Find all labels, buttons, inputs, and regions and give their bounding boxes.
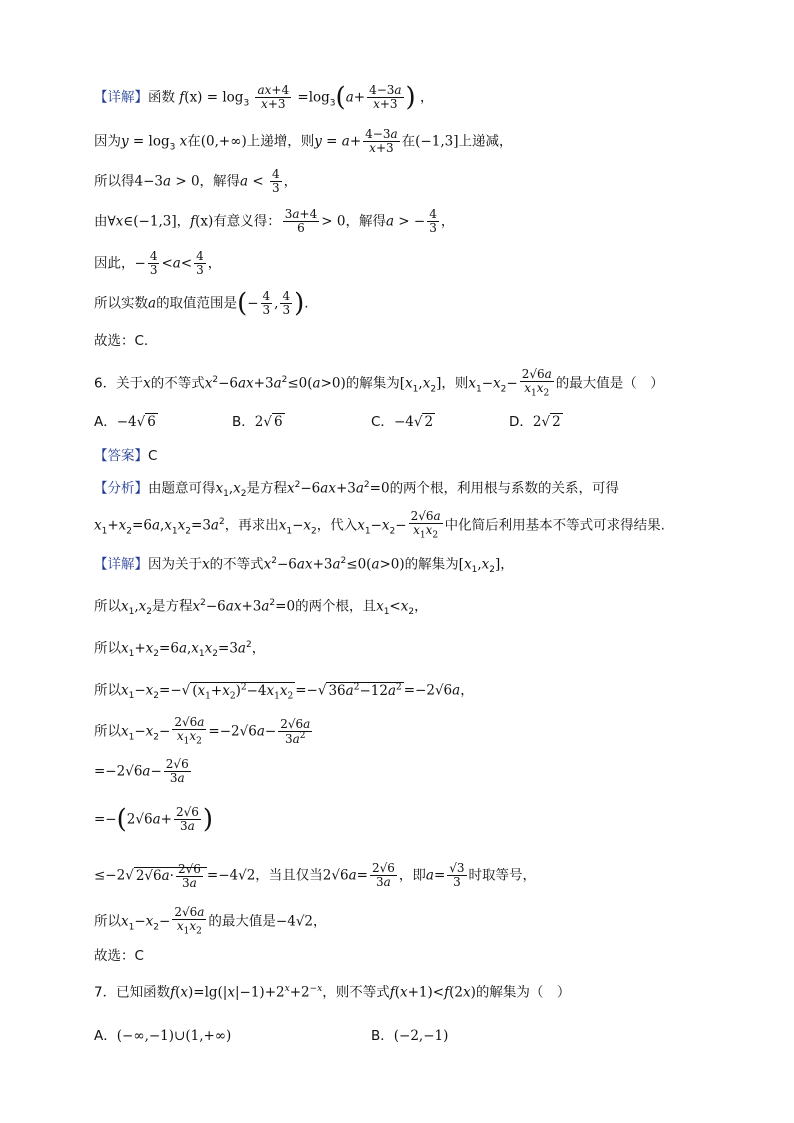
q6-stem: 6．关于x的不等式$x^2-6ax+3a^2\le 0(a>0)$的解集为$[x_1,x_2]$，则$x_1-x_2-$ $\frac{2√6a}{x_1x_2}$ 的最大值是（ ） — [94, 367, 664, 399]
q6-detail-2: 所以$x_1,x_2$是方程$x^2-6ax+3a^2=0$的两个根，且$x_1<x_2$， — [94, 598, 428, 618]
q5-line-1: 【详解】函数 $f(x) = \log_3$ $\frac{ax+4}{x+3}$ $=\log_3(a+$ $\frac{4-3a}{x+3}$ ) ， — [94, 82, 434, 113]
q6-option-d: D．2√ 2 — [509, 414, 561, 430]
q7-option-a: A．(−∞,−1)∪(1,+∞) — [94, 1028, 232, 1044]
q6-final: 故选：C — [94, 948, 144, 964]
q6-answer: 【答案】C — [94, 448, 158, 464]
q6-option-a: A．−4√ 6 — [94, 414, 156, 430]
analysis-tag: 【分析】 — [94, 480, 148, 497]
q6-analysis-1: 【分析】由题意可得$x_1,x_2$是方程$x^2-6ax+3a^2=0$的两个根，利用根与系数的关系，可得 — [94, 480, 620, 500]
q6-option-c: C．−4√ 2 — [371, 414, 434, 430]
q6-detail-3: 所以$x_1+x_2=6a,x_1x_2=3a^2$， — [94, 640, 266, 660]
q6-detail-5: 所以$x_1-x_2-$ $\frac{2√6a}{x_1x_2}$ =−2√6a− $\frac{2√6a}{3a^2}$ — [94, 715, 311, 747]
q5-line-4: 由∀x∈(−1,3]，f(x)有意义得： $\frac{3a+4}{6}$ > 0，解得a > − $\frac{4}{3}$ ， — [94, 207, 455, 236]
q6-analysis-2: $x_1+x_2=6a,x_1x_2=3a^2$，再求出$x_1-x_2$，代入$x_1-x_2-$ $\frac{2√6a}{x_1x_2}$ 中化简后利用基本不等式可求得结果. — [94, 509, 665, 541]
q6-detail-9: 所以$x_1-x_2-$ $\frac{2√6a}{x_1x_2}$ 的最大值是−4√2， — [94, 905, 327, 937]
q6-detail-4: 所以$x_1-x_2=-√$ $(x_1+x_2)^2-4x_1x_2$ =−√ $36a^2-12a^2 =-2√6a$， — [94, 682, 474, 702]
q6-detail-7: =−(2√6a+ $\frac{2√6}{3a}$ ) — [94, 804, 214, 835]
q5-line-5: 因此，− $\frac{4}{3}$ <a< $\frac{4}{3}$ ， — [94, 249, 222, 278]
detail-tag: 【详解】 — [94, 556, 148, 573]
q6-detail-1: 【详解】因为关于x的不等式$x^2-6ax+3a^2\le 0(a>0)$的解集为$[x_1,x_2]$， — [94, 556, 514, 576]
q6-detail-8: ≤−2√ 2√6a· $\frac{2√6}{3a}$ =−4√2，当且仅当2√6a= $\frac{2√6}{3a}$ ，即a= $\frac{√3}{3}$ 时取等号， — [94, 861, 537, 890]
q5-line-3: 所以得4−3a > 0，解得a < $\frac{4}{3}$ ， — [94, 167, 298, 196]
q6-detail-6: =−2√6a− $\frac{2√6}{3a}$ — [94, 757, 189, 786]
answer-tag: 【答案】 — [94, 448, 148, 464]
q7-stem: 7．已知函数$f(x)=\lg(|x|-1)+2^x+2^{-x}$，则不等式f(x+1)<f(2x)的解集为（ ） — [94, 984, 571, 1001]
detail-tag: 【详解】 — [94, 89, 148, 106]
q5-line-2: 因为$y = \log_3 x$在(0,+∞)上递增，则y = a+ $\frac{4-3a}{x+3}$ 在(−1,3]上递减， — [94, 127, 513, 156]
q5-line-6: 所以实数a的取值范围是(− $\frac{4}{3}$ , $\frac{4}{3}$ ). — [94, 288, 309, 319]
q7-option-b: B．(−2,−1) — [371, 1028, 449, 1044]
q6-option-b: B．2√ 6 — [232, 414, 283, 430]
q5-answer: 故选：C. — [94, 333, 149, 349]
